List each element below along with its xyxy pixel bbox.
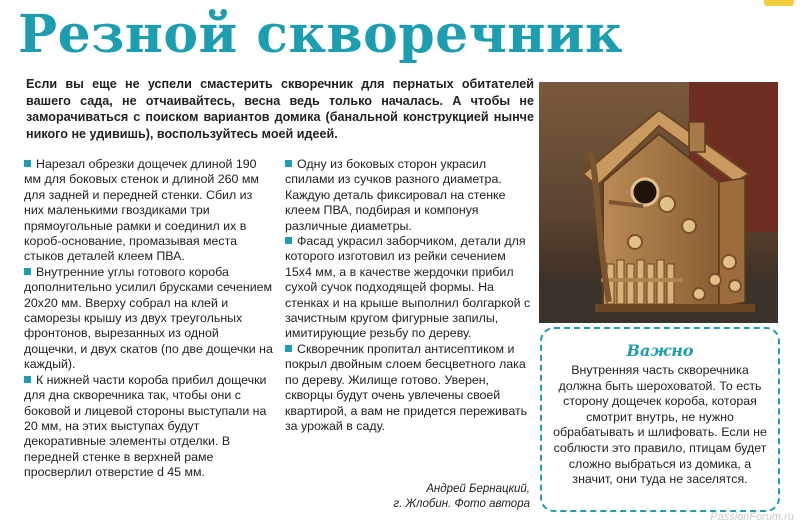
square-bullet-icon (24, 160, 31, 167)
paragraph: Одну из боковых сторон украсил спилами из сучков разного диаметра. Каждую деталь фиксировал на стенке клеем ПВА, подбирая и компонуя различные диаметры. (285, 157, 506, 233)
birdhouse-illustration (539, 82, 778, 323)
author-signature (330, 482, 530, 512)
birdhouse-photo (539, 82, 778, 323)
corner-decoration (764, 0, 794, 6)
note-text: Внутренняя часть скворечника должна быть шероховатой. То есть сторону дощечек короба, которая смотрит внутрь, не нужно обрабатывать и шлифовать. Если не соблюсти это правило, птицам будет сложно выбраться из домика, а значит, они туда не заселятся. (553, 363, 767, 487)
paragraph: К нижней части короба прибил дощечки для дна скворечника так, чтобы они с боковой и лицевой стороны выступали на 20 мм, на этих выступах будут декоративные элементы отделки. В передней стенке в верхней раме просверлил отверстие d 45 мм. (24, 372, 267, 480)
article-title: Резной скворечник (18, 4, 624, 65)
note-title: Важно (626, 341, 694, 360)
square-bullet-icon (24, 376, 31, 383)
paragraph: Нарезал обрезки дощечек длиной 190 мм для боковых стенок и длиной 260 мм для задней и передней стенки. Сбил из них маленькими гвоздиками три прямоугольные рамки и соединил их в короб-основание, промазывая места стыков деталей клеем ПВА. (24, 157, 259, 264)
text-column-left (24, 157, 274, 481)
author-place: г. Жлобин. Фото автора (393, 498, 530, 510)
square-bullet-icon (24, 268, 31, 275)
important-note-box (540, 327, 780, 512)
paragraph: Скворечник пропитал антисептиком и покрыл двойным слоем бесцветного лака по дереву. Жилище готово. Уверен, скворцы будут очень увлечены своей квартирой, а вам не придется переживать за урожай в саду. (285, 341, 528, 433)
paragraph: Внутренние углы готового короба дополнительно усилил брусками сечением 20х20 мм. Вверху собрал на клей и саморезы крышу из двух треугольных фронтонов, вырезанных из одной дощечки, и двух скатов (по две дощечки на каждый). (24, 264, 273, 372)
author-name: Андрей Бернацкий, (426, 483, 530, 495)
text-column-right (285, 157, 532, 434)
square-bullet-icon (285, 160, 292, 167)
square-bullet-icon (285, 237, 292, 244)
paragraph: Фасад украсил заборчиком, детали для которого изготовил из рейки сечением 15х4 мм, а в качестве жердочки прибил сухой сучок подходящей формы. На стенках и на крыше выполнил болгаркой с зачистным кругом фигурные запилы, имитирующие резьбу по дереву. (285, 234, 531, 341)
article-lead: Если вы еще не успели смастерить скворечник для пернатых обитателей вашего сада, не отчаивайтесь, весна ведь только началась. А чтобы не заморачиваться с поиском вариантов домика (банальной конструкцией нынче никого не удивишь), воспользуйтесь моей идеей. (26, 77, 534, 141)
square-bullet-icon (285, 345, 292, 352)
site-watermark: PassionForum.ru (710, 511, 794, 523)
